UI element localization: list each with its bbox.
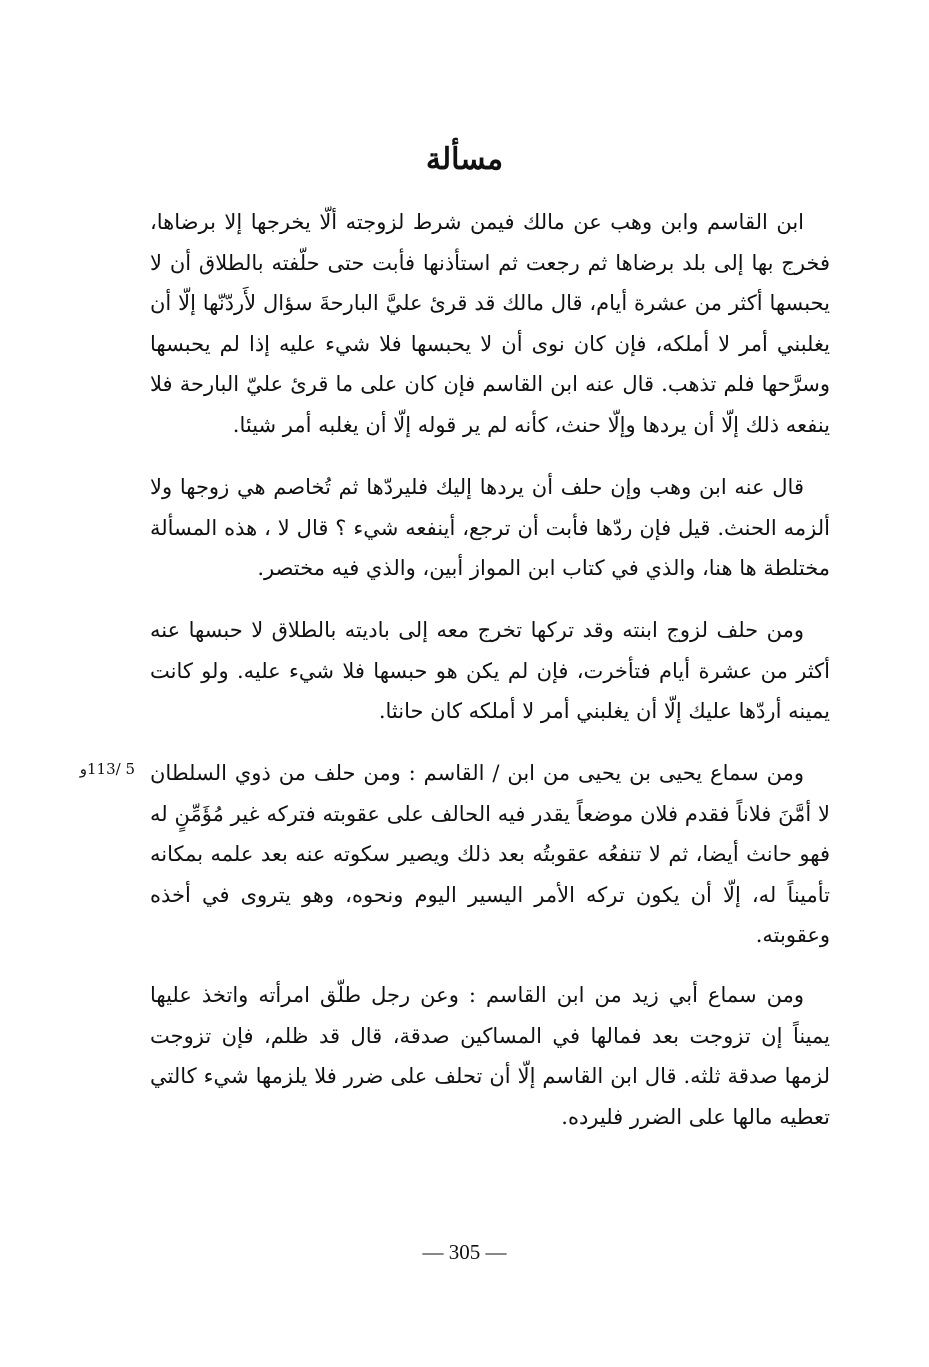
paragraph-1 [150, 202, 830, 445]
section-title: مسألة [425, 142, 504, 177]
paragraph-2-text: قال عنه ابن وهب وإن حلف أن يردها إليك فليردّها ثم تُخاصم هي زوجها ولا ألزمه الحنث. قيل فإن ردّها فأبت أن ترجع، أينفعه شيء ؟ قال لا ، هذه المسألة مختلطة ها هنا، والذي في كتاب ابن المواز أبين، والذي فيه مختصر. [150, 475, 830, 580]
paragraph-1-text: ابن القاسم وابن وهب عن مالك فيمن شرط لزوجته ألّا يخرجها إلا برضاها، فخرج بها إلى بلد برضاها ثم رجعت ثم استأذنها فأبت حتى حلّفته بالطلاق أن لا يحبسها أكثر من عشرة أيام، قال مالك قد قرئ عليَّ البارحةَ سؤال لأَردّنّها إلّا أن يغلبني أمر لا أملكه، فإن كان نوى أن لا يحبسها فلا شيء عليه إذا لم يحبسها وسرَّحها فلم تذهب. قال عنه ابن القاسم فإن كان على ما قرئ عليّ البارحة فلا ينفعه ذلك إلّا أن يردها وإلّا حنث، كأنه لم ير قوله إلّا أن يغلبه أمر شيئا. [150, 210, 830, 437]
page-number: — 305 — [422, 1240, 507, 1264]
paragraph-2 [150, 467, 830, 589]
paragraph-3-text: ومن حلف لزوج ابنته وقد تركها تخرج معه إلى باديته بالطلاق لا حبسها عنه أكثر من عشرة أيام فتأخرت، فإن لم يكن هو حبسها فلا شيء عليه. ولو كانت يمينه أردّها عليك إلّا أن يغلبني أمر لا أملكه كان حانثا. [150, 618, 830, 723]
paragraph-4 [150, 753, 830, 956]
paragraph-3 [150, 610, 830, 732]
paragraph-5-text: ومن سماع أبي زيد من ابن القاسم : وعن رجل طلّق امرأته واتخذ عليها يميناً إن تزوجت بعد فمالها في المساكين صدقة، قال قد ظلم، فإن تزوجت لزمها صدقة ثلثه. قال ابن القاسم إلّا أن تحلف على ضرر فلا يلزمها شيء كالتي تعطيه مالها على الضرر فليرده. [150, 983, 830, 1129]
manuscript-folio-reference: 5 /113و [79, 760, 135, 778]
paragraph-4-text: ومن سماع يحيى بن يحيى من ابن / القاسم : ومن حلف من ذوي السلطان لا أمَّنَ فلاناً فقدم فلان موضعاً يقدر فيه الحالف على عقوبته فتركه غير مُؤَمِّنٍ له فهو حانث أيضا، ثم لا تنفعُه عقوبتُه بعد ذلك ويصير سكوته عنه بعد علمه بمكانه تأميناً له، إلّا أن يكون تركه الأمر اليسير اليوم ونحوه، وهو يتروى في أخذه وعقوبته. [150, 761, 830, 947]
paragraph-5 [150, 975, 830, 1137]
